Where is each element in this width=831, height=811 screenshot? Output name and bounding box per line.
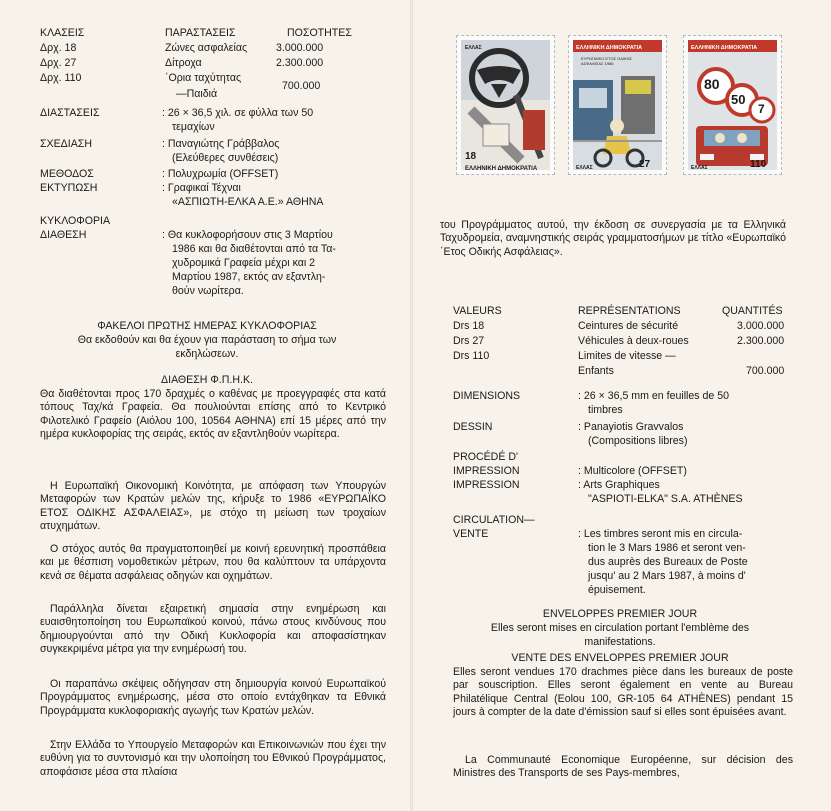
- spec-value: τεμαχίων: [172, 121, 215, 133]
- circulation-label: CIRCULATION—: [453, 514, 535, 526]
- stamp-27: [568, 35, 667, 175]
- header-quantities: QUANTITÉS: [722, 305, 783, 317]
- header-representations: REPRÉSENTATIONS: [578, 305, 681, 317]
- row-representation-cont: Enfants: [578, 365, 614, 377]
- row-class: Δρχ. 27: [40, 57, 77, 69]
- spec-value: (Ελεύθερες συνθέσεις): [172, 152, 279, 164]
- sales-title: ΔΙΑΘΕΣΗ Φ.Π.Η.Κ.: [161, 374, 253, 386]
- row-quantity: 700.000: [746, 365, 785, 377]
- process-label: PROCÉDÉ D': [453, 451, 519, 463]
- row-quantity: 2.300.000: [276, 57, 324, 69]
- circulation-text: χυδρομικά Γραφεία μέχρι και 2: [172, 257, 316, 269]
- stamp-value: 27: [639, 159, 651, 170]
- body-paragraph: Οι παραπάνω σκέψεις οδήγησαν στη δημιουργία κοινού Ευρωπαϊκού Προγράμματος ενημέρωσης, μέσα στο οποίο εντάχθηκαν τα Εθνικά Προγράμματα κυκλοφοριακής αγωγής των Κρατών μελών.: [40, 678, 386, 717]
- circulation-text: tion le 3 Mars 1986 et seront ven-: [588, 542, 746, 554]
- page-fold: [410, 0, 413, 811]
- row-value: Drs 18: [453, 320, 485, 332]
- row-quantity: 2.300.000: [737, 335, 785, 347]
- row-quantity: 3.000.000: [737, 320, 785, 332]
- dimensions-label: DIMENSIONS: [453, 390, 521, 402]
- row-quantity: 700.000: [282, 80, 321, 92]
- row-class: Δρχ. 110: [40, 72, 82, 84]
- greek-page: [0, 0, 408, 811]
- header-quantities: ΠΟΣΟΤΗΤΕΣ: [287, 27, 352, 39]
- process-value: : Multicolore (OFFSET): [578, 465, 687, 477]
- spec-value: : Παναγιώτης Γράββαλος: [162, 138, 280, 150]
- row-representation: Ceintures de sécurité: [578, 320, 679, 332]
- stamp-18: [456, 35, 555, 175]
- spec-value: : Πολυχρωμία (OFFSET): [162, 168, 279, 180]
- fdc-text: εκδηλώσεων.: [175, 348, 239, 360]
- printing-value: : Arts Graphiques: [578, 479, 660, 491]
- row-value: Drs 27: [453, 335, 485, 347]
- stamp-country: ΕΛΛΗΝΙΚΗ ΔΗΜΟΚΡΑΤΙΑ: [691, 45, 758, 51]
- spec-label: ΕΚΤΥΠΩΣΗ: [40, 182, 98, 194]
- header-classes: ΚΛΑΣΕΙΣ: [40, 27, 85, 39]
- stamp-value: 18: [465, 151, 477, 162]
- fdc-text: Θα εκδοθούν και θα έχουν για παράσταση το σήμα των: [77, 334, 337, 346]
- circulation-text: : Les timbres seront mis en circula-: [578, 528, 743, 540]
- sales-text: Θα διαθέτονται προς 170 δραχμές ο καθένας με προεγγραφές στα κατά τόπους Ταχ/κά Γραφεία. Θα πουλιούνται επίσης από το Κεντρικό Φιλοτελικό Γραφείο (Αιόλου 100, 10564 ΑΘΗΝΑ) επί 15 μέρες από την ημέρα κυκλοφορίας της σειράς, εκτός αν εξαντληθούν νωρίτερα.: [40, 388, 386, 441]
- stamp-footer: ΕΛΛΗΝΙΚΗ ΔΗΜΟΚΡΑΤΙΑ: [465, 166, 538, 170]
- circulation-text: 1986 και θα διαθέτονται από τα Τα-: [172, 243, 336, 255]
- row-class: Δρχ. 18: [40, 42, 77, 54]
- circulation-text: Μαρτίου 1987, εκτός αν εξαντλη-: [172, 271, 326, 283]
- speed-sign: 7: [758, 102, 765, 116]
- spec-label: ΜΕΘΟΔΟΣ: [40, 168, 94, 180]
- design-value: (Compositions libres): [588, 435, 688, 447]
- circulation-text: : Θα κυκλοφορήσουν στις 3 Μαρτίου: [162, 229, 333, 241]
- fdc-title: ENVELOPPES PREMIER JOUR: [542, 608, 698, 620]
- design-label: DESSIN: [453, 421, 493, 433]
- fdc-text: Elles seront mises en circulation portant l'emblème des: [490, 622, 750, 634]
- sales-text: Elles seront vendues 170 drachmes pièce dans les bureaux de poste par souscription. Elles seront également en vente au Bureau Philatélique Central (Eolou 100, GR-105 64 ATHÈNES) pendant 15 jours à compter de la date d'émission sauf si elles sont épuisées avant.: [453, 666, 793, 719]
- greek-continuation: του Προγράμματος αυτού, την έκδοση σε συνεργασία με τα Ελληνικά Ταχυδρομεία, αναμνηστικής σειράς γραμματοσήμων με τίτλο «Ευρωπαϊκό ΄Ετος Οδικής Ασφάλειας».: [440, 219, 786, 258]
- circulation-text: θούν νωρίτερα.: [172, 285, 244, 297]
- row-representation: Véhicules à deux-roues: [578, 335, 689, 347]
- dimensions-value: : 26 × 36,5 mm en feuilles de 50: [578, 390, 730, 402]
- circulation-text: jusqu' au 2 Mars 1987, à moins d': [588, 570, 746, 582]
- dimensions-value: timbres: [588, 404, 623, 416]
- spec-value: : Γραφικαί Τέχναι: [162, 182, 241, 194]
- body-paragraph: Η Ευρωπαϊκή Οικονομική Κοινότητα, με απόφαση των Υπουργών Μεταφορών των Κρατών μελών της, κήρυξε το 1986 «ΕΥΡΩΠΑΪΚΟ ΕΤΟΣ ΟΔΙΚΗΣ ΑΣΦΑΛΕΙΑΣ», με στόχο τη μείωση των τροχαίων ατυχημάτων.: [40, 480, 386, 533]
- spec-value: «ΑΣΠΙΩΤΗ-ΕΛΚΑ Α.Ε.» ΑΘΗΝΑ: [172, 196, 324, 208]
- spec-label: ΣΧΕΔΙΑΣΗ: [40, 138, 92, 150]
- spec-label: ΔΙΑΣΤΑΣΕΙΣ: [40, 107, 100, 119]
- sale-label: VENTE: [453, 528, 489, 540]
- fdc-text: manifestations.: [584, 636, 656, 648]
- printing-value: "ASPIOTI-ELKA" S.A. ATHÈNES: [588, 493, 743, 505]
- circulation-label: ΚΥΚΛΟΦΟΡΙΑ: [40, 215, 111, 227]
- circulation-text: épuisement.: [588, 584, 646, 596]
- stamp-footer: ΕΥΡΩΠΑΪΚΟ ΕΤΟΣ ΟΔΙΚΗΣ ΑΣΦΑΛΕΙΑΣ 1986: [581, 56, 633, 66]
- printing-label: IMPRESSION: [453, 479, 520, 491]
- row-value: Drs 110: [453, 350, 490, 362]
- body-paragraph: Στην Ελλάδα το Υπουργείο Μεταφορών και Επικοινωνιών που έχει την ευθύνη για το συντονισμό και την υλοποίηση του Εθνικού Προγράμματος, αποφάσισε μέσα στα πλαίσια: [40, 739, 386, 778]
- stamp-corner: ΕΛΛΑΣ: [691, 165, 708, 170]
- header-values: VALEURS: [453, 305, 502, 317]
- design-value: : Panayiotis Gravvalos: [578, 421, 684, 433]
- row-representation-cont: —Παιδιά: [176, 88, 218, 100]
- circulation-text: dus auprès des Bureaux de Poste: [588, 556, 748, 568]
- row-representation: Δίτροχα: [165, 57, 202, 69]
- speed-sign: 50: [731, 92, 746, 107]
- stamp-value: 110: [750, 159, 767, 170]
- availability-label: ΔΙΑΘΕΣΗ: [40, 229, 87, 241]
- row-representation: ΄Ορια ταχύτητας: [165, 72, 242, 84]
- header-representations: ΠΑΡΑΣΤΑΣΕΙΣ: [165, 27, 236, 39]
- stamp-corner: ΕΛΛΑΣ: [576, 165, 593, 170]
- body-paragraph: Ο στόχος αυτός θα πραγματοποιηθεί με κοινή ερευνητική προσπάθεια και με θέσπιση νομοθετικών μέτρων, που θα καλύπτουν τα υπάρχοντα κενά σε θέματα ασφάλειας οδηγών και οχημάτων.: [40, 543, 386, 582]
- stamp-country: ΕΛΛΗΝΙΚΗ ΔΗΜΟΚΡΑΤΙΑ: [576, 45, 643, 51]
- process-label: IMPRESSION: [453, 465, 520, 477]
- stamp-110: [683, 35, 782, 175]
- body-paragraph: Παράλληλα δίνεται εξαιρετική σημασία στην ενημέρωση και ευαισθητοποίηση του Ευρωπαϊκού κοινού, πάνω στους κινδύνους που δημιουργούνται από την Οδική Κυκλοφορία και αποφασίστηκαν συγκεκριμένα μέτρα για την ενημέρωσή του.: [40, 603, 386, 656]
- row-representation: Limites de vitesse —: [578, 350, 676, 362]
- spec-value: : 26 × 36,5 χιλ. σε φύλλα των 50: [162, 107, 314, 119]
- speed-sign: 80: [704, 76, 720, 92]
- sales-title: VENTE DES ENVELOPPES PREMIER JOUR: [511, 652, 729, 664]
- french-page: [415, 0, 831, 811]
- row-representation: Ζώνες ασφαλείας: [165, 42, 248, 54]
- stamp-country: ΕΛΛΑΣ: [465, 45, 482, 51]
- body-paragraph: La Communauté Economique Européenne, sur décision des Ministres des Transports de ses Pays-membres,: [453, 754, 793, 780]
- fdc-title: ΦΑΚΕΛΟΙ ΠΡΩΤΗΣ ΗΜΕΡΑΣ ΚΥΚΛΟΦΟΡΙΑΣ: [97, 320, 317, 332]
- row-quantity: 3.000.000: [276, 42, 324, 54]
